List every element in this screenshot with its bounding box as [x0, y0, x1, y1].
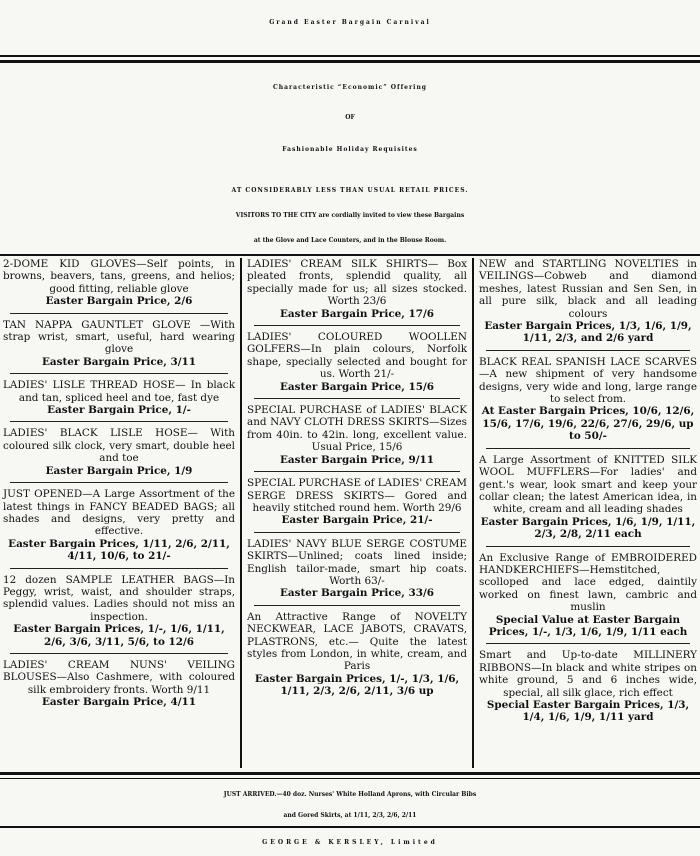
product-price: Easter Bargain Price, 1/- — [47, 404, 191, 417]
product-description: TAN NAPPA GAUNTLET GLOVE —With strap wrist, smart, useful, hard wearing glove — [3, 318, 235, 356]
product-description: NEW and STARTLING NOVELTIES in VEILINGS—Cobweb and diamond meshes, latest Russian and Sen Sen, in all pure silk, black and all leading colours — [479, 258, 697, 320]
product-entry — [476, 452, 700, 541]
product-price: Special Value at Easter Bargain Prices, 1/-, 1/3, 1/6, 1/9, 1/11 each — [488, 613, 688, 638]
product-price: Easter Bargain Price, 21/- — [281, 514, 433, 527]
headline-of: OF — [345, 114, 355, 121]
product-description: JUST OPENED—A Large Assortment of the latest things in FANCY BEADED BAGS; all shades and designs, very pretty and effective. — [3, 488, 235, 538]
product-price: At Easter Bargain Prices, 10/6, 12/6, 15/6, 17/6, 19/6, 22/6, 27/6, 29/6, up to 50/- — [481, 405, 695, 443]
columns-bottom-rule — [0, 772, 700, 775]
entry-divider — [10, 653, 228, 654]
product-entry — [476, 256, 700, 345]
visitors-line-1: VISITORS TO THE CITY are cordially invited to view these Bargains — [235, 212, 465, 219]
product-description: An Exclusive Range of EMBROIDERED HANDKERCHIEFS—Hemstitched, scolloped and lace edged, daintily worked on finest lawn, cambric and muslin — [479, 551, 697, 614]
product-description: LADIES' BLACK LISLE HOSE— With coloured silk clock, very smart, double heel and toe — [3, 427, 235, 465]
column-1 — [0, 256, 238, 768]
entry-divider — [10, 313, 228, 314]
store-name: GEORGE & KERSLEY, Limited — [262, 839, 438, 846]
product-description: 2-DOME KID GLOVES—Self points, in browns, beavers, tans, greens, and helios; good fitting, reliable glove — [3, 258, 235, 295]
entry-divider — [254, 471, 460, 472]
product-price: Easter Bargain Price, 33/6 — [279, 587, 434, 600]
top-rule — [0, 55, 700, 57]
product-description: Smart and Up-to-date MILLINERY RIBBONS—In black and white stripes on white ground, 5 and 6 inches wide, special, all silk glace, rich effect — [479, 649, 697, 699]
product-description: LADIES' NAVY BLUE SERGE COSTUME SKIRTS—Unlined; coats lined inside; English tailor-made, smart hip coats. Worth 63/- — [247, 537, 467, 587]
product-entry — [244, 256, 470, 320]
product-price: Easter Bargain Price, 1/9 — [45, 464, 193, 477]
product-price: Easter Bargain Prices, 1/-, 1/6, 1/11, 2/6, 3/6, 3/11, 5/6, to 12/6 — [13, 623, 225, 648]
product-entry — [244, 329, 470, 393]
just-arrived-line-2: and Gored Skirts, at 1/11, 2/3, 2/6, 2/11 — [283, 812, 417, 819]
subheadline-prices: AT CONSIDERABLY LESS THAN USUAL RETAIL PRICES. — [231, 187, 469, 194]
product-price: Easter Bargain Prices, 1/3, 1/6, 1/9, 1/11, 2/3, and 2/6 yard — [484, 320, 692, 345]
product-entry — [244, 536, 470, 600]
product-entry — [476, 647, 700, 723]
product-entry — [244, 402, 470, 466]
product-entry — [476, 550, 700, 639]
product-description: LADIES' COLOURED WOOLLEN GOLFERS—In plain colours, Norfolk shape, specially selected and bought for us. Worth 21/- — [247, 331, 467, 381]
product-description: SPECIAL PURCHASE of LADIES' BLACK and NAVY CLOTH DRESS SKIRTS—Sizes from 40in. to 42in. long, excellent value. Usual Price, 15/6 — [247, 404, 467, 454]
entry-divider — [486, 448, 690, 449]
entry-divider — [10, 568, 228, 569]
entry-divider — [254, 325, 460, 326]
product-price: Easter Bargain Price, 15/6 — [279, 380, 434, 393]
entry-divider — [486, 643, 690, 644]
entry-divider — [486, 350, 690, 351]
product-description: LADIES' CREAM SILK SHIRTS— Box pleated fronts, splendid quality, all specially made for us; all sizes stocked. Worth 23/6 — [247, 258, 467, 308]
column-divider — [472, 258, 474, 768]
product-price: Easter Bargain Price, 9/11 — [279, 453, 434, 466]
entry-divider — [10, 482, 228, 483]
top-rule-thick — [0, 60, 700, 63]
product-entry — [0, 317, 238, 369]
entry-divider — [10, 373, 228, 374]
product-entry — [244, 475, 470, 527]
headline-title: Grand Easter Bargain Carnival — [269, 19, 431, 26]
product-price: Easter Bargain Prices, 1/6, 1/9, 1/11, 2/3, 2/8, 2/11 each — [480, 515, 696, 541]
product-entry — [244, 609, 470, 698]
product-price: Easter Bargain Price, 4/11 — [41, 696, 196, 709]
product-entry — [0, 377, 238, 416]
product-description: LADIES' LISLE THREAD HOSE— In black and tan, spliced heel and toe, fast dye — [3, 379, 235, 404]
just-arrived-line-1: JUST ARRIVED.—40 doz. Nurses' White Holland Aprons, with Circular Bibs — [223, 791, 477, 798]
product-price: Easter Bargain Price, 2/6 — [45, 295, 193, 308]
product-description: 12 dozen SAMPLE LEATHER BAGS—In Peggy, wrist, waist, and shoulder straps, splendid values. Ladies should not miss an inspection. — [3, 573, 235, 623]
entry-divider — [10, 421, 228, 422]
headline-fashionable: Fashionable Holiday Requisites — [282, 146, 418, 153]
product-entry — [0, 425, 238, 477]
entry-divider — [254, 398, 460, 399]
product-price: Easter Bargain Prices, 1/-, 1/3, 1/6, 1/11, 2/3, 2/6, 2/11, 3/6 up — [254, 672, 460, 698]
entry-divider — [254, 605, 460, 606]
product-description: An Attractive Range of NOVELTY NECKWEAR, LACE JABOTS, CRAVATS, PLASTRONS, etc.— Quite the latest styles from London, in white, cream, and Paris — [247, 610, 467, 673]
product-entry — [0, 572, 238, 648]
headline-characteristic: Characteristic “Economic” Offering — [273, 84, 427, 91]
product-description: LADIES' CREAM NUNS' VEILING BLOUSES—Also Cashmere, with coloured silk embroidery fronts. Worth 9/11 — [3, 658, 235, 696]
product-description: BLACK REAL SPANISH LACE SCARVES—A new shipment of very handsome designs, very wide and long, large range to select from. — [479, 355, 697, 406]
product-description: SPECIAL PURCHASE of LADIES' CREAM SERGE DRESS SKIRTS— Gored and heavily stitched round hem. Worth 29/6 — [247, 477, 467, 514]
product-entry — [0, 657, 238, 709]
column-2 — [244, 256, 470, 768]
visitors-line-2: at the Glove and Lace Counters, and in the Blouse Room. — [253, 237, 447, 244]
product-entry — [0, 256, 238, 308]
product-price: Easter Bargain Price, 3/11 — [41, 355, 196, 368]
column-3 — [476, 256, 700, 768]
product-price: Easter Bargain Price, 17/6 — [279, 307, 434, 320]
entry-divider — [254, 532, 460, 533]
product-entry — [0, 486, 238, 562]
product-description: A Large Assortment of KNITTED SILK WOOL MUFFLERS—For ladies' and gent.'s wear, look smart and keep your collar clean; the latest American idea, in white, cream and all leading shades — [479, 453, 697, 516]
columns-bottom-rule-thin — [0, 778, 700, 779]
product-entry — [476, 354, 700, 443]
product-price: Special Easter Bargain Prices, 1/3, 1/4, 1/6, 1/9, 1/11 yard — [486, 699, 690, 724]
product-price: Easter Bargain Prices, 1/11, 2/6, 2/11, 4/11, 10/6, to 21/- — [8, 537, 230, 563]
entry-divider — [486, 546, 690, 547]
column-divider — [240, 258, 242, 768]
